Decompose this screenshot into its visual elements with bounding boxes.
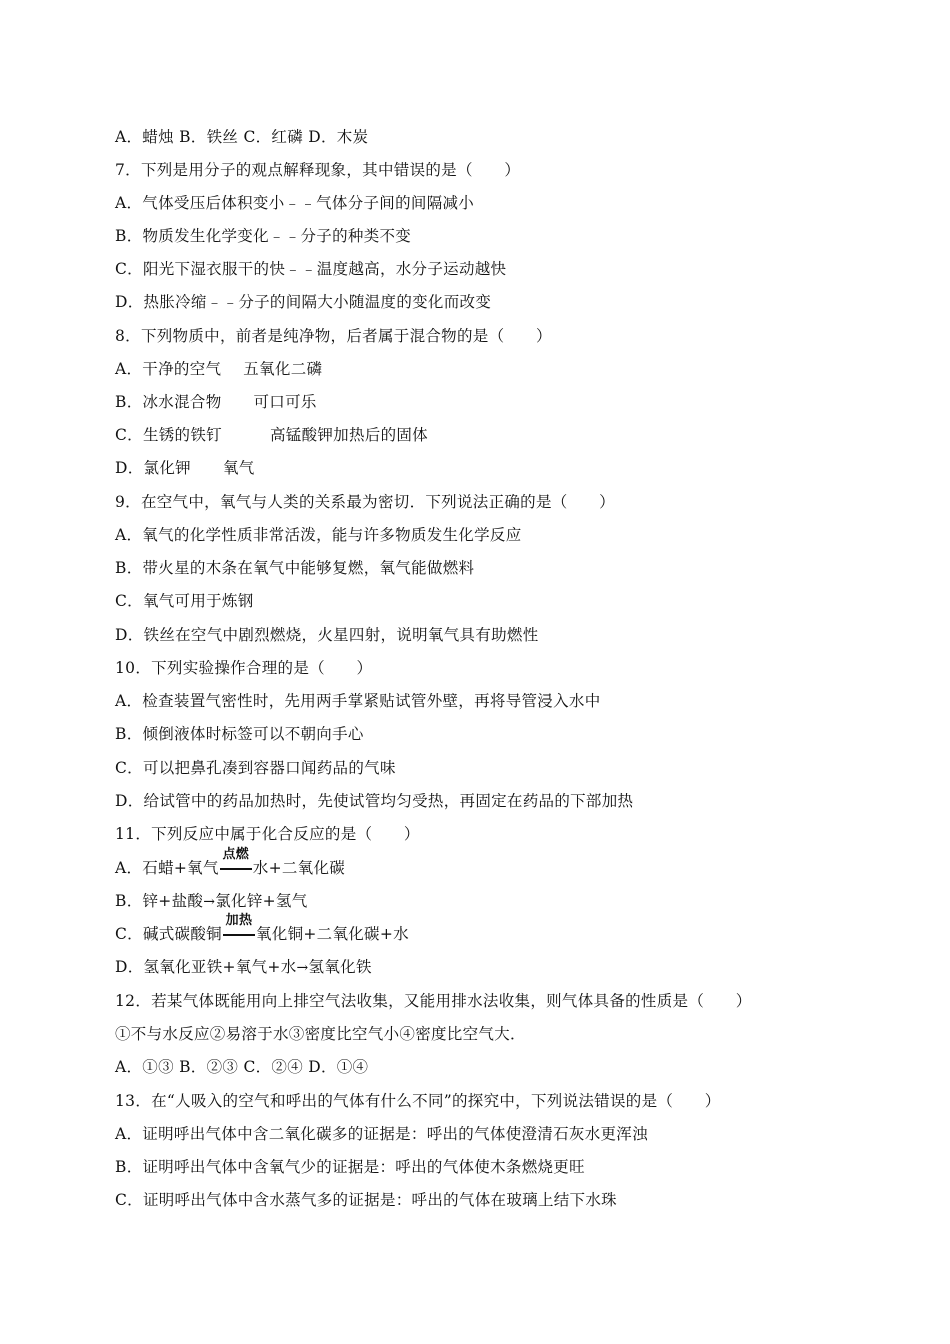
- q13-option-b: [115, 1156, 585, 1178]
- q11-option-c-products: 氧化铜+二氧化碳+水: [255, 925, 409, 943]
- q9-option-c-text: C．氧气可用于炼钢: [115, 592, 254, 610]
- q11-option-d-products: 氢氧化铁: [308, 958, 372, 976]
- reaction-arrow-icon: →: [203, 894, 216, 910]
- q10-option-b: [115, 723, 364, 745]
- q9-option-c: [115, 590, 254, 612]
- q8-stem-text: 8．下列物质中，前者是纯净物，后者属于混合物的是（ ）: [115, 327, 552, 345]
- q11-option-a: [115, 847, 346, 879]
- q10-option-c-text: C．可以把鼻孔凑到容器口闻药品的气味: [115, 759, 396, 777]
- q13-option-c-text: C．证明呼出气体中含水蒸气多的证据是：呼出的气体在玻璃上结下水珠: [115, 1191, 617, 1209]
- reaction-condition-heat: [222, 913, 256, 945]
- q11-option-b-reactants: B．锌+盐酸: [115, 892, 204, 910]
- q11-stem: [115, 823, 420, 845]
- q10-option-c: [115, 757, 396, 779]
- q13-option-a: [115, 1123, 648, 1145]
- q12-options-text: A．①③ B．②③ C．②④ D．①④: [115, 1058, 369, 1076]
- q6-options-text: A．蜡烛 B．铁丝 C．红磷 D．木炭: [115, 128, 369, 146]
- q8-option-a-first: A．干净的空气: [115, 360, 222, 378]
- q10-option-d: [115, 790, 633, 812]
- q8-option-a-second: 五氧化二磷: [243, 360, 323, 378]
- q11-option-d-reactants: D．氢氧化亚铁+氧气+水: [115, 958, 297, 976]
- q11-option-b: [115, 890, 308, 913]
- q13-option-b-text: B．证明呼出气体中含氧气少的证据是：呼出的气体使木条燃烧更旺: [115, 1158, 585, 1176]
- q11-option-a-reactants: A．石蜡+氧气: [115, 859, 219, 877]
- q9-option-a-text: A．氧气的化学性质非常活泼，能与许多物质发生化学反应: [115, 526, 522, 544]
- q13-stem: [115, 1090, 721, 1112]
- q10-option-a: [115, 690, 601, 712]
- q7-option-b-text: B．物质发生化学变化﹣﹣分子的种类不变: [115, 227, 412, 245]
- q8-option-b: [115, 391, 317, 413]
- q11-option-b-products: 氯化锌+氢气: [215, 892, 308, 910]
- condition-bar: [220, 868, 252, 870]
- q12-stem: [115, 990, 752, 1012]
- reaction-condition-ignite: [219, 847, 253, 879]
- q7-option-c-text: C．阳光下湿衣服干的快﹣﹣温度越高，水分子运动越快: [115, 260, 507, 278]
- q9-option-a: [115, 524, 522, 546]
- q10-option-a-text: A．检查装置气密性时，先用两手掌紧贴试管外壁，再将导管浸入水中: [115, 692, 601, 710]
- q12-options: [115, 1056, 368, 1078]
- q8-option-b-second: 可口可乐: [253, 393, 317, 411]
- reaction-arrow-icon: →: [296, 960, 309, 976]
- q8-stem: [115, 325, 552, 347]
- q10-stem: [115, 657, 372, 679]
- q8-option-c: [115, 424, 428, 446]
- q9-option-d-text: D．铁丝在空气中剧烈燃烧，火星四射，说明氧气具有助燃性: [115, 626, 539, 644]
- q10-option-b-text: B．倾倒液体时标签可以不朝向手心: [115, 725, 364, 743]
- q10-stem-text: 10．下列实验操作合理的是（ ）: [115, 659, 373, 677]
- q7-option-d: [115, 291, 491, 313]
- q7-option-b: [115, 225, 411, 247]
- q7-option-d-text: D．热胀冷缩﹣﹣分子的间隔大小随温度的变化而改变: [115, 293, 492, 311]
- q7-stem: [115, 159, 520, 181]
- q9-option-b: [115, 557, 474, 579]
- q10-option-d-text: D．给试管中的药品加热时，先使试管均匀受热，再固定在药品的下部加热: [115, 792, 634, 810]
- q12-properties-text: ①不与水反应②易溶于水③密度比空气小④密度比空气大．: [115, 1025, 526, 1043]
- q13-option-a-text: A．证明呼出气体中含二氧化碳多的证据是：呼出的气体使澄清石灰水更浑浊: [115, 1125, 648, 1143]
- q9-stem: [115, 491, 615, 513]
- q12-properties: [115, 1023, 526, 1045]
- q9-option-d: [115, 624, 539, 646]
- q7-option-c: [115, 258, 506, 280]
- q7-option-a-text: A．气体受压后体积变小﹣﹣气体分子间的间隔减小: [115, 194, 475, 212]
- q8-option-d-first: D．氯化钾: [115, 459, 191, 477]
- q8-option-a: [115, 358, 322, 380]
- q12-stem-text: 12．若某气体既能用向上排空气法收集，又能用排水法收集，则气体具备的性质是（ ）: [115, 992, 752, 1010]
- q11-option-d: [115, 956, 372, 979]
- condition-bar: [223, 934, 255, 936]
- q8-option-d: [115, 457, 255, 479]
- q11-stem-text: 11．下列反应中属于化合反应的是（ ）: [115, 825, 420, 843]
- condition-label-heat: 加热: [225, 913, 253, 928]
- q13-option-c: [115, 1189, 617, 1211]
- q9-stem-text: 9．在空气中，氧气与人类的关系最为密切．下列说法正确的是（ ）: [115, 493, 615, 511]
- q11-option-c-reactants: C．碱式碳酸铜: [115, 925, 222, 943]
- q13-stem-text: 13．在“人吸入的空气和呼出的气体有什么不同”的探究中，下列说法错误的是（ ）: [115, 1092, 721, 1110]
- q8-option-b-first: B．冰水混合物: [115, 393, 222, 411]
- q8-option-c-first: C．生锈的铁钉: [115, 426, 222, 444]
- q11-option-c: [115, 913, 409, 945]
- q8-option-c-second: 高锰酸钾加热后的固体: [269, 426, 428, 444]
- q6-options: [115, 126, 368, 148]
- q7-stem-text: 7．下列是用分子的观点解释现象，其中错误的是（ ）: [115, 161, 521, 179]
- condition-label-ignite: 点燃: [222, 847, 250, 862]
- q11-option-a-products: 水+二氧化碳: [252, 859, 346, 877]
- q9-option-b-text: B．带火星的木条在氧气中能够复燃，氧气能做燃料: [115, 559, 475, 577]
- q7-option-a: [115, 192, 474, 214]
- q8-option-d-second: 氧气: [222, 459, 255, 477]
